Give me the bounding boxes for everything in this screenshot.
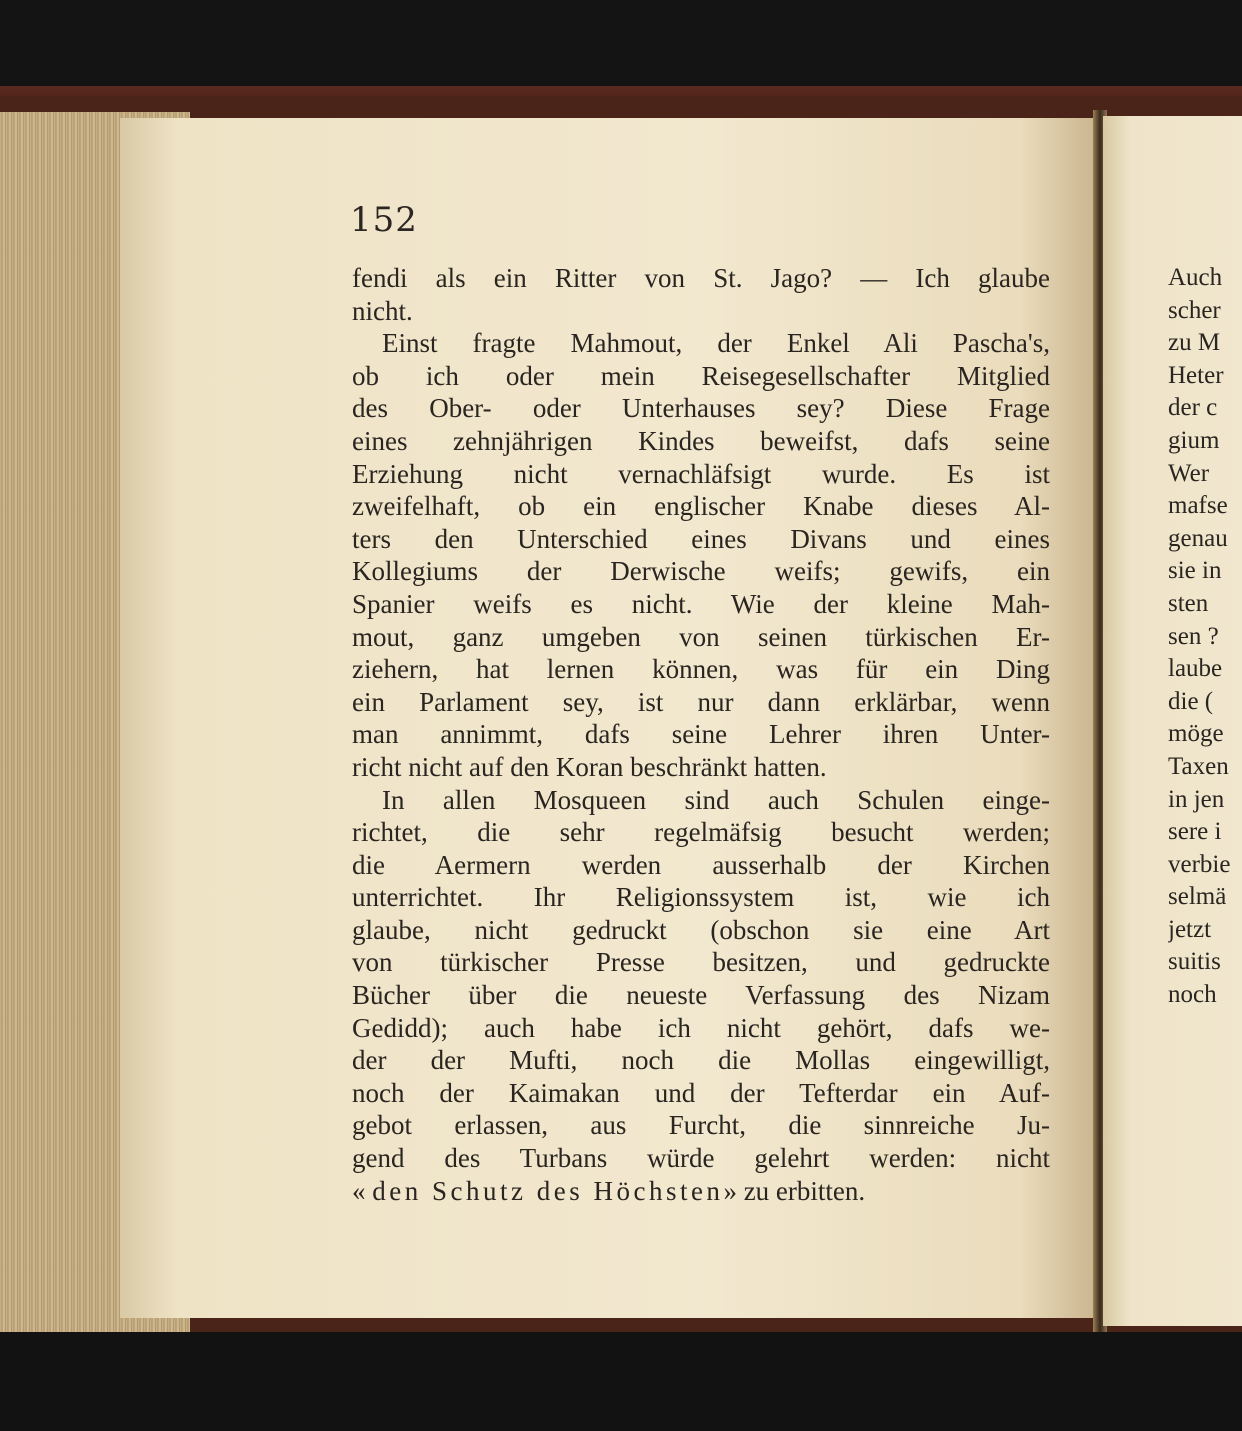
- text-line: Gedidd); auch habe ich nicht gehört, dafs we-: [352, 1012, 1050, 1043]
- text-line: richtet, die sehr regelmäfsig besucht werden;: [352, 817, 1050, 848]
- right-line: scher: [1168, 296, 1221, 324]
- text-line: ziehern, hat lernen können, was für ein Ding: [352, 654, 1050, 685]
- right-page-text: [1168, 262, 1242, 1012]
- text-line: gend des Turbans würde gelehrt werden: nicht: [352, 1143, 1050, 1174]
- right-line: suitis: [1168, 948, 1221, 976]
- right-line: sie in: [1168, 557, 1222, 585]
- text-line: Kollegiums der Derwische weifs; gewifs, ein: [352, 556, 1050, 587]
- text-line: ob ich oder mein Reisegesellschafter Mitglied: [352, 360, 1050, 391]
- quote-close-text: » zu erbitten.: [723, 1175, 866, 1206]
- right-line: sere i: [1168, 818, 1222, 846]
- right-line: laube: [1168, 655, 1223, 683]
- right-line: mafse: [1168, 492, 1228, 520]
- text-line: der der Mufti, noch die Mollas eingewilligt,: [352, 1045, 1050, 1076]
- right-line: Heter: [1168, 361, 1224, 389]
- text-line: ein Parlament sey, ist nur dann erklärbar, wenn: [352, 686, 1050, 717]
- text-line: ters den Unterschied eines Divans und eines: [352, 523, 1050, 554]
- right-line: gium: [1168, 426, 1220, 454]
- right-line: in jen: [1168, 785, 1225, 813]
- text-line: des Ober- oder Unterhauses sey? Diese Frage: [352, 393, 1050, 424]
- text-line: zweifelhaft, ob ein englischer Knabe dieses Al-: [352, 491, 1050, 522]
- right-line: genau: [1168, 524, 1228, 552]
- right-line: zu M: [1168, 329, 1221, 357]
- text-line: mout, ganz umgeben von seinen türkischen Er-: [352, 621, 1050, 652]
- page-number: 152: [350, 200, 418, 240]
- spaced-emphasis: den Schutz des Höchsten: [372, 1175, 724, 1206]
- right-line: sten: [1168, 589, 1209, 617]
- text-line: glaube, nicht gedruckt (obschon sie eine Art: [352, 914, 1050, 945]
- text-line: Einst fragte Mahmout, der Enkel Ali Pascha's,: [382, 328, 1050, 359]
- body-text: [352, 262, 1050, 1207]
- text-line: nicht.: [352, 295, 413, 326]
- right-line: Taxen: [1168, 752, 1229, 780]
- text-line-last: [352, 1175, 1050, 1208]
- right-line: noch: [1168, 981, 1217, 1009]
- text-line: noch der Kaimakan und der Tefterdar ein Auf-: [352, 1077, 1050, 1108]
- right-line: Wer: [1168, 459, 1210, 487]
- right-line: Auch: [1168, 264, 1223, 291]
- text-line: gebot erlassen, aus Furcht, die sinnreiche Ju-: [352, 1110, 1050, 1141]
- right-line: selmä: [1168, 883, 1227, 911]
- text-line: von türkischer Presse besitzen, und gedruckte: [352, 947, 1050, 978]
- text-line: man annimmt, dafs seine Lehrer ihren Unter-: [352, 719, 1050, 750]
- text-line: fendi als ein Ritter von St. Jago? — Ich glaube: [352, 263, 1050, 293]
- text-line: In allen Mosqueen sind auch Schulen einge-: [382, 784, 1050, 815]
- right-line: der c: [1168, 394, 1218, 422]
- text-line: die Aermern werden ausserhalb der Kirchen: [352, 849, 1050, 880]
- right-line: jetzt: [1168, 915, 1212, 943]
- text-line: eines zehnjährigen Kindes beweifst, dafs seine: [352, 425, 1050, 456]
- text-line: Bücher über die neueste Verfassung des Nizam: [352, 980, 1050, 1011]
- text-line: unterrichtet. Ihr Religionssystem ist, wie ich: [352, 882, 1050, 913]
- quote-open: «: [352, 1175, 366, 1206]
- text-line: Erziehung nicht vernachläfsigt wurde. Es ist: [352, 458, 1050, 489]
- right-line: die (: [1168, 687, 1214, 715]
- right-line: möge: [1168, 720, 1224, 748]
- text-line: Spanier weifs es nicht. Wie der kleine Mah-: [352, 588, 1050, 619]
- scan-background: [0, 1332, 1242, 1431]
- right-line: sen ?: [1168, 622, 1219, 650]
- text-line: richt nicht auf den Koran beschränkt hatten.: [352, 751, 827, 782]
- right-line: verbie: [1168, 850, 1231, 878]
